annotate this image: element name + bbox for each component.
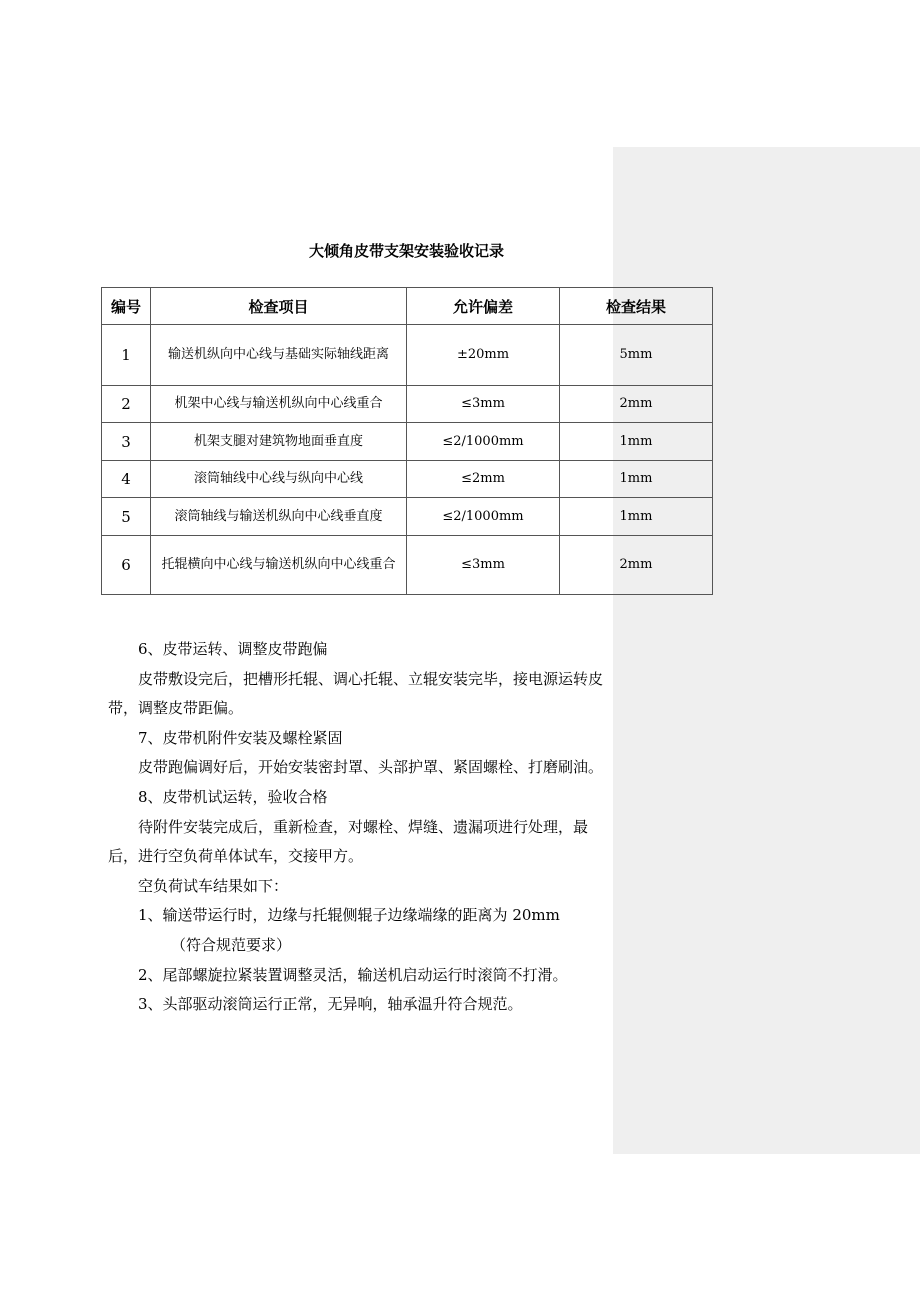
table-row xyxy=(102,461,713,498)
row-tolerance: ≤2/1000mm xyxy=(407,498,560,536)
section-6-heading: 6、皮带运转、调整皮带跑偏 xyxy=(138,640,328,658)
result-item-1 xyxy=(108,901,608,960)
document-title: 大倾角皮带支架安装验收记录 xyxy=(308,242,504,260)
row-result: 1mm xyxy=(560,461,713,498)
row-item: 输送机纵向中心线与基础实际轴线距离 xyxy=(151,325,407,386)
table-header-row xyxy=(102,288,713,325)
body-text xyxy=(108,635,608,1020)
row-item: 机架支腿对建筑物地面垂直度 xyxy=(151,423,407,461)
row-tolerance: ±20mm xyxy=(407,325,560,386)
row-number: 6 xyxy=(102,536,151,595)
header-number: 编号 xyxy=(102,288,151,325)
table-row xyxy=(102,423,713,461)
row-tolerance: ≤2/1000mm xyxy=(407,423,560,461)
row-item: 滚筒轴线中心线与纵向中心线 xyxy=(151,461,407,498)
row-result: 1mm xyxy=(560,423,713,461)
inspection-table xyxy=(101,287,713,595)
row-number: 3 xyxy=(102,423,151,461)
row-result: 1mm xyxy=(560,498,713,536)
result-item-1-text: 1、输送带运行时，边缘与托辊侧辊子边缘端缘的距离为 20mm xyxy=(138,906,560,925)
section-8-heading: 8、皮带机试运转，验收合格 xyxy=(138,787,328,806)
row-tolerance: ≤2mm xyxy=(407,461,560,498)
row-tolerance: ≤3mm xyxy=(407,536,560,595)
table-row xyxy=(102,498,713,536)
table-row xyxy=(102,325,713,386)
row-result: 2mm xyxy=(560,386,713,423)
result-item-3: 3、头部驱动滚筒运行正常，无异响，轴承温升符合规范。 xyxy=(138,995,523,1014)
row-item: 机架中心线与输送机纵向中心线重合 xyxy=(151,386,407,423)
result-intro: 空负荷试车结果如下： xyxy=(138,876,289,895)
row-result: 5mm xyxy=(560,325,713,386)
result-item-1-note: （符合规范要求） xyxy=(171,935,292,954)
table-row xyxy=(102,536,713,595)
header-tolerance: 允许偏差 xyxy=(407,288,560,325)
row-number: 5 xyxy=(102,498,151,536)
table-row xyxy=(102,386,713,423)
row-result: 2mm xyxy=(560,536,713,595)
row-item: 托辊横向中心线与输送机纵向中心线重合 xyxy=(151,536,407,595)
section-7-heading: 7、皮带机附件安装及螺栓紧固 xyxy=(138,728,343,747)
row-number: 2 xyxy=(102,386,151,423)
row-tolerance: ≤3mm xyxy=(407,386,560,423)
row-number: 1 xyxy=(102,325,151,386)
section-6-paragraph: 皮带敷设完后，把槽形托辊、调心托辊、立辊安装完毕，接电源运转皮带，调整皮带距偏。 xyxy=(108,669,604,718)
section-7-paragraph: 皮带跑偏调好后，开始安装密封罩、头部护罩、紧固螺栓、打磨刷油。 xyxy=(138,758,604,777)
section-8-paragraph: 待附件安装完成后，重新检查，对螺栓、焊缝、遗漏项进行处理，最后，进行空负荷单体试车，交接甲方。 xyxy=(108,817,589,866)
header-result: 检查结果 xyxy=(560,288,713,325)
row-number: 4 xyxy=(102,461,151,498)
result-item-2: 2、尾部螺旋拉紧装置调整灵活，输送机启动运行时滚筒不打滑。 xyxy=(138,965,568,984)
row-item: 滚筒轴线与输送机纵向中心线垂直度 xyxy=(151,498,407,536)
header-item: 检查项目 xyxy=(151,288,407,325)
